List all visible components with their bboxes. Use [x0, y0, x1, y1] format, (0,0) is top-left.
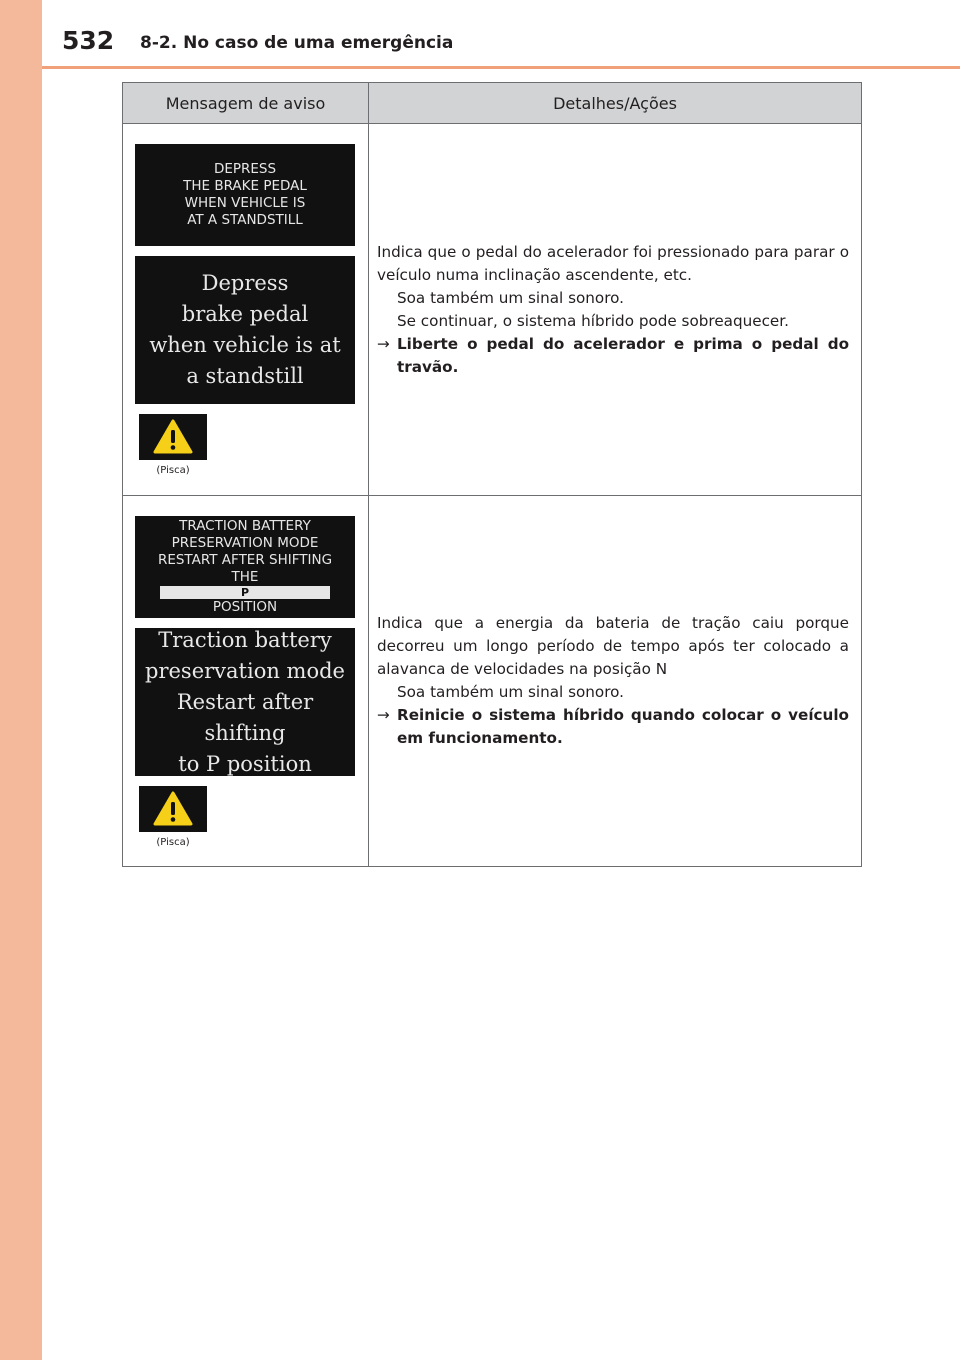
display-line: Restart after shifting: [176, 689, 314, 745]
warning-images-cell: [123, 124, 369, 496]
action-text: Liberte o pedal do acelerador e prima o pedal do travão.: [397, 334, 849, 376]
display-line: to P position: [178, 751, 312, 776]
arrow-right-icon: →: [377, 706, 390, 724]
display-line: AT A STANDSTILL: [187, 212, 303, 228]
section-title: 8-2. No caso de uma emergência: [140, 33, 454, 53]
detail-note: Soa também um sinal sonoro.: [397, 288, 624, 307]
detail-text-block: [377, 241, 849, 379]
table-row: [123, 124, 862, 496]
header-details-actions: Detalhes/Ações: [369, 83, 862, 124]
display-line: THE BRAKE PEDAL: [183, 178, 307, 194]
display-line: PRESERVATION MODE: [171, 535, 319, 551]
arrow-right-icon: →: [377, 334, 390, 353]
details-cell: [369, 496, 862, 867]
display-line: when vehicle is at: [149, 333, 341, 357]
display-line: Traction battery: [158, 627, 332, 652]
display-line: RESTART AFTER SHIFTING: [157, 552, 333, 568]
warning-indicator: [139, 414, 207, 460]
header-rule: [42, 66, 960, 69]
display-line: TRACTION BATTERY: [179, 518, 311, 534]
display-line: brake pedal: [181, 302, 309, 326]
action-text: Reinicie o sistema híbrido quando colocar o veículo em funcionamento.: [397, 706, 849, 747]
display-line: preservation mode: [145, 658, 345, 683]
display-line: DEPRESS: [213, 161, 277, 177]
display-line: a standstill: [186, 364, 304, 388]
indicator-note: (Pisca): [156, 465, 190, 476]
detail-main-text: Indica que a energia da bateria de tração caiu porque decorreu um longo período de tempo após ter colocado a alavanca de velocidades na posição N: [377, 614, 849, 678]
detail-note: Se continuar, o sistema híbrido pode sobreaquecer.: [397, 311, 789, 330]
warning-images-cell: [123, 496, 369, 867]
action-line: [377, 704, 849, 750]
header-warning-message: Mensagem de aviso: [123, 83, 369, 124]
display-message-caps: [135, 144, 355, 246]
p-position-badge: P: [160, 586, 330, 599]
warning-message-table: [122, 82, 862, 867]
display-line: [158, 569, 332, 616]
display-line-prefix: THE: [231, 569, 259, 585]
details-cell: [369, 124, 862, 496]
warning-triangle-icon: [153, 419, 193, 455]
indicator-note: (Pisca): [156, 837, 190, 848]
detail-main-text: Indica que o pedal do acelerador foi pressionado para parar o veículo numa inclinação ascendente, etc.: [377, 242, 849, 284]
table-row: [123, 496, 862, 867]
side-color-band: [0, 0, 42, 1360]
table-header-row: [123, 83, 862, 124]
detail-text-block: [377, 612, 849, 750]
detail-note: Soa também um sinal sonoro.: [397, 683, 624, 701]
action-line: [377, 333, 849, 379]
display-line-suffix: POSITION: [212, 599, 278, 615]
display-message-multi-info: [135, 628, 355, 776]
warning-indicator: [139, 786, 207, 832]
display-line: WHEN VEHICLE IS: [184, 195, 306, 211]
display-message-multi-info: [135, 256, 355, 404]
warning-triangle-icon: [153, 791, 193, 827]
display-message-caps: [135, 516, 355, 618]
page-number: 532: [62, 26, 115, 55]
display-line: Depress: [201, 271, 289, 295]
